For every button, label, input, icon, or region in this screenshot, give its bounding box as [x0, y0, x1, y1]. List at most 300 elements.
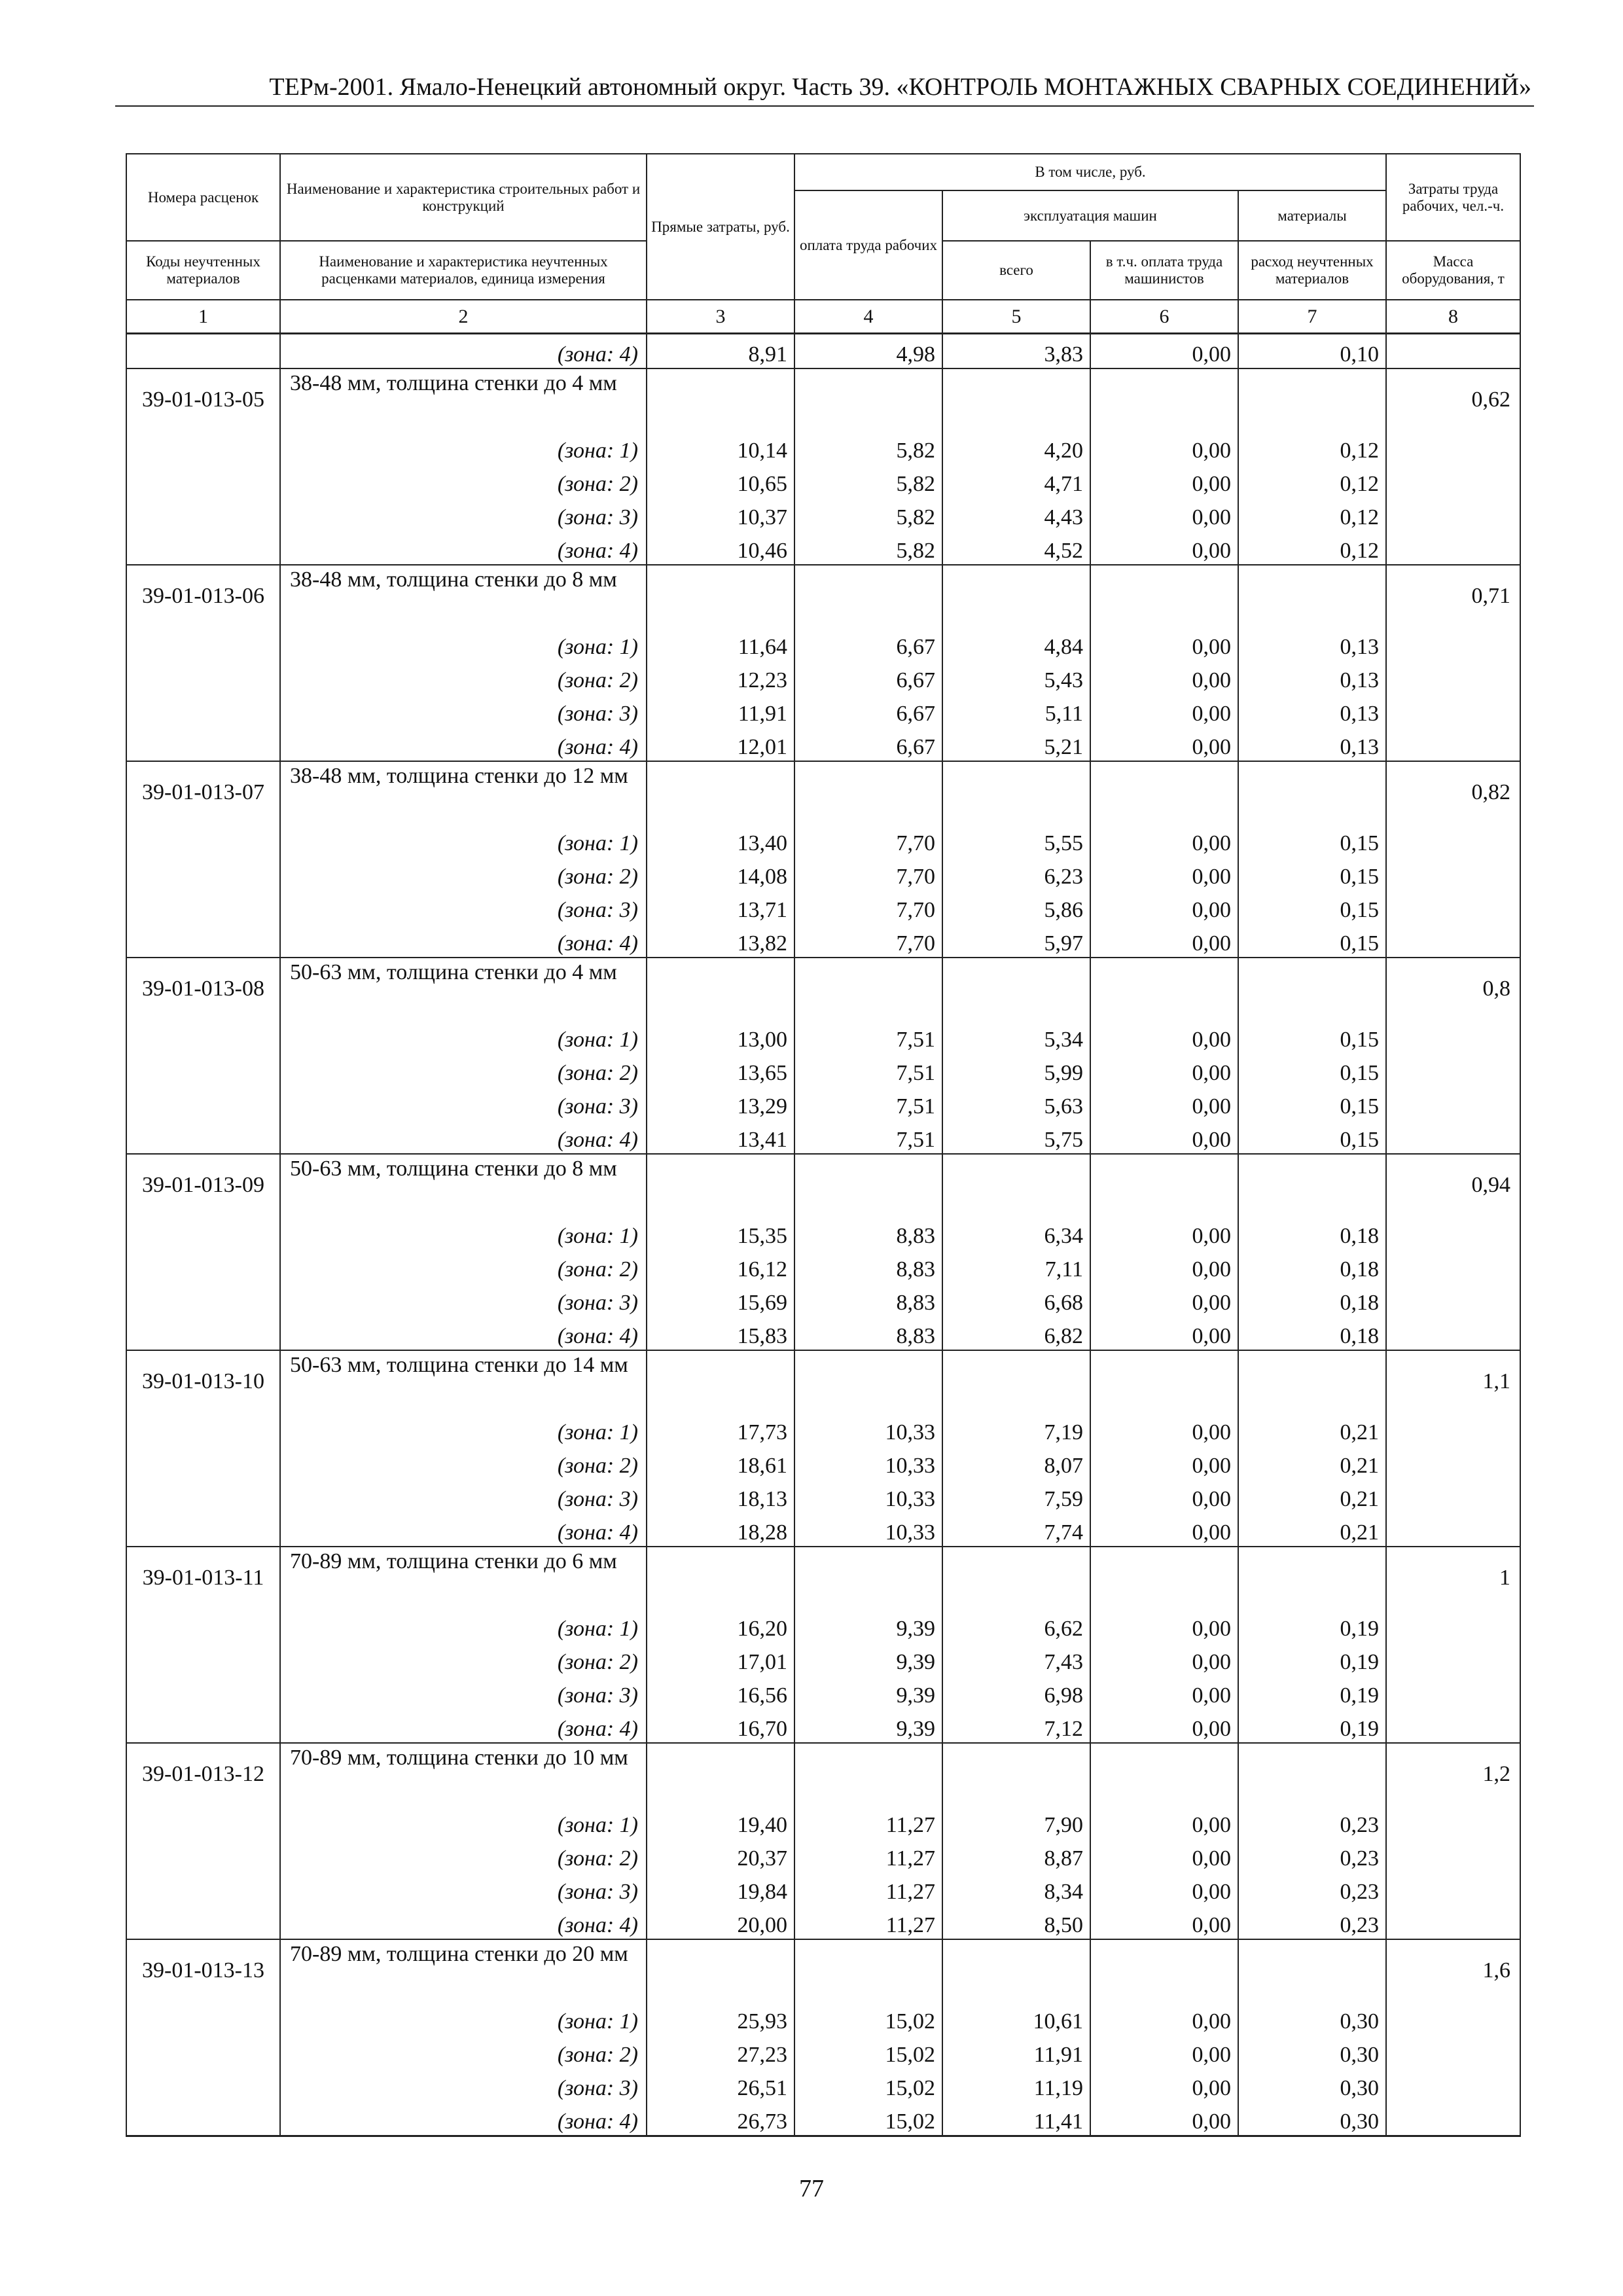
empty-cell	[647, 368, 794, 431]
machines-total-value: 7,90	[942, 1805, 1090, 1839]
zone-label: (зона: 3)	[280, 497, 647, 531]
empty-cell	[1090, 958, 1238, 1020]
zone-row	[126, 1086, 1520, 1120]
empty-cell	[942, 1939, 1090, 2001]
labor-pay-value: 9,39	[794, 1642, 942, 1676]
operators-pay-value: 0,00	[1090, 2102, 1238, 2136]
materials-value: 0,21	[1238, 1513, 1386, 1547]
labor-hours-cell	[1386, 2102, 1520, 2136]
operators-pay-value: 0,00	[1090, 1086, 1238, 1120]
machines-total-value: 11,19	[942, 2068, 1090, 2102]
column-number: 4	[794, 300, 942, 334]
labor-pay-value: 11,27	[794, 1805, 942, 1839]
empty-cell	[794, 1743, 942, 1805]
rate-code: 39-01-013-05	[126, 368, 280, 431]
operators-pay-value: 0,00	[1090, 1446, 1238, 1479]
code-cell	[126, 1412, 280, 1446]
direct-costs-value: 15,35	[647, 1216, 794, 1249]
operators-pay-value: 0,00	[1090, 464, 1238, 497]
operators-pay-value: 0,00	[1090, 890, 1238, 924]
code-cell	[126, 497, 280, 531]
labor-pay-value: 8,83	[794, 1283, 942, 1316]
labor-hours-cell	[1386, 694, 1520, 727]
zone-row	[126, 1020, 1520, 1053]
running-header: ТЕРм-2001. Ямало-Ненецкий автономный округ. Часть 39. «КОНТРОЛЬ МОНТАЖНЫХ СВАРНЫХ СОЕДИНЕНИЙ»	[269, 73, 1531, 101]
empty-cell	[794, 1547, 942, 1609]
zone-row	[126, 1446, 1520, 1479]
operators-pay-value: 0,00	[1090, 2001, 1238, 2035]
labor-hours-value: 0,82	[1386, 761, 1520, 823]
direct-costs-value: 13,41	[647, 1120, 794, 1154]
table-row	[126, 334, 1520, 369]
labor-pay-value: 7,70	[794, 857, 942, 890]
zone-row	[126, 1120, 1520, 1154]
labor-pay-value: 5,82	[794, 497, 942, 531]
direct-costs-value: 18,13	[647, 1479, 794, 1513]
empty-cell	[1090, 1939, 1238, 2001]
machines-total-value: 11,91	[942, 2035, 1090, 2068]
code-cell	[126, 334, 280, 369]
labor-hours-value: 0,71	[1386, 565, 1520, 627]
labor-hours-cell	[1386, 627, 1520, 660]
labor-pay-value: 15,02	[794, 2001, 942, 2035]
rate-code: 39-01-013-10	[126, 1350, 280, 1412]
labor-hours-cell	[1386, 431, 1520, 464]
labor-pay-value: 9,39	[794, 1609, 942, 1642]
materials-value: 0,15	[1238, 1020, 1386, 1053]
materials-value: 0,23	[1238, 1872, 1386, 1905]
labor-hours-cell	[1386, 464, 1520, 497]
materials-value: 0,21	[1238, 1412, 1386, 1446]
labor-pay-value: 7,70	[794, 823, 942, 857]
materials-value: 0,23	[1238, 1905, 1386, 1939]
empty-cell	[942, 958, 1090, 1020]
labor-hours-cell	[1386, 1709, 1520, 1743]
labor-hours-cell	[1386, 1053, 1520, 1086]
labor-pay-value: 8,83	[794, 1316, 942, 1350]
code-cell	[126, 857, 280, 890]
labor-hours-cell	[1386, 857, 1520, 890]
rate-code: 39-01-013-07	[126, 761, 280, 823]
materials-value: 0,12	[1238, 531, 1386, 565]
labor-pay-value: 7,70	[794, 890, 942, 924]
rate-description: 70-89 мм, толщина стенки до 10 мм	[280, 1743, 647, 1805]
operators-pay-value: 0,00	[1090, 727, 1238, 761]
rate-title-row	[126, 761, 1520, 823]
zone-row	[126, 464, 1520, 497]
empty-cell	[1238, 1154, 1386, 1216]
labor-hours-value: 1,2	[1386, 1743, 1520, 1805]
materials-value: 0,13	[1238, 660, 1386, 694]
labor-hours-cell	[1386, 1513, 1520, 1547]
empty-cell	[1238, 958, 1386, 1020]
materials-value: 0,13	[1238, 627, 1386, 660]
empty-cell	[1090, 1547, 1238, 1609]
code-cell	[126, 464, 280, 497]
labor-pay-value: 11,27	[794, 1905, 942, 1939]
code-cell	[126, 660, 280, 694]
table-body	[126, 334, 1520, 2136]
code-cell	[126, 1709, 280, 1743]
labor-pay-value: 6,67	[794, 694, 942, 727]
operators-pay-value: 0,00	[1090, 1513, 1238, 1547]
rate-code: 39-01-013-11	[126, 1547, 280, 1609]
column-number: 7	[1238, 300, 1386, 334]
zone-label: (зона: 4)	[280, 1513, 647, 1547]
zone-row	[126, 627, 1520, 660]
machines-total-value: 7,11	[942, 1249, 1090, 1283]
rate-title-row	[126, 958, 1520, 1020]
zone-row	[126, 1642, 1520, 1676]
code-cell	[126, 531, 280, 565]
empty-cell	[794, 958, 942, 1020]
rate-description: 50-63 мм, толщина стенки до 8 мм	[280, 1154, 647, 1216]
empty-cell	[1238, 368, 1386, 431]
zone-label: (зона: 4)	[280, 334, 647, 369]
machines-total-value: 6,98	[942, 1676, 1090, 1709]
labor-pay-value: 9,39	[794, 1676, 942, 1709]
column-number: 3	[647, 300, 794, 334]
zone-row	[126, 1609, 1520, 1642]
rate-title-row	[126, 1154, 1520, 1216]
machines-total-value: 5,43	[942, 660, 1090, 694]
code-cell	[126, 1676, 280, 1709]
rate-title-row	[126, 1743, 1520, 1805]
labor-pay-value: 15,02	[794, 2102, 942, 2136]
zone-label: (зона: 2)	[280, 1053, 647, 1086]
machines-total-value: 7,12	[942, 1709, 1090, 1743]
code-cell	[126, 2001, 280, 2035]
column-number: 2	[280, 300, 647, 334]
header-material-consumption: расход неучтенных материалов	[1238, 241, 1386, 300]
labor-pay-value: 15,02	[794, 2035, 942, 2068]
labor-pay-value: 7,70	[794, 924, 942, 958]
zone-row	[126, 2035, 1520, 2068]
direct-costs-value: 27,23	[647, 2035, 794, 2068]
rate-description: 70-89 мм, толщина стенки до 6 мм	[280, 1547, 647, 1609]
machines-total-value: 6,23	[942, 857, 1090, 890]
machines-total-value: 4,20	[942, 431, 1090, 464]
operators-pay-value: 0,00	[1090, 1216, 1238, 1249]
header-materials: материалы	[1238, 190, 1386, 241]
direct-costs-value: 10,37	[647, 497, 794, 531]
direct-costs-value: 13,71	[647, 890, 794, 924]
header-operators-pay: в т.ч. оплата труда машинистов	[1090, 241, 1238, 300]
machines-total-value: 8,07	[942, 1446, 1090, 1479]
column-number: 8	[1386, 300, 1520, 334]
direct-costs-value: 13,82	[647, 924, 794, 958]
operators-pay-value: 0,00	[1090, 1609, 1238, 1642]
empty-cell	[1238, 565, 1386, 627]
labor-pay-value: 8,83	[794, 1216, 942, 1249]
empty-cell	[1090, 1743, 1238, 1805]
labor-hours-cell	[1386, 2068, 1520, 2102]
zone-label: (зона: 3)	[280, 694, 647, 727]
empty-cell	[1238, 1350, 1386, 1412]
materials-value: 0,30	[1238, 2102, 1386, 2136]
direct-costs-value: 13,40	[647, 823, 794, 857]
empty-cell	[794, 368, 942, 431]
direct-costs-value: 16,20	[647, 1609, 794, 1642]
operators-pay-value: 0,00	[1090, 823, 1238, 857]
direct-costs-value: 16,12	[647, 1249, 794, 1283]
labor-hours-value: 0,94	[1386, 1154, 1520, 1216]
labor-pay-value: 11,27	[794, 1872, 942, 1905]
operators-pay-value: 0,00	[1090, 694, 1238, 727]
machines-total-value: 5,34	[942, 1020, 1090, 1053]
code-cell	[126, 627, 280, 660]
zone-row	[126, 1316, 1520, 1350]
materials-value: 0,15	[1238, 1053, 1386, 1086]
direct-costs-value: 16,70	[647, 1709, 794, 1743]
zone-label: (зона: 3)	[280, 1479, 647, 1513]
column-number: 5	[942, 300, 1090, 334]
code-cell	[126, 1249, 280, 1283]
labor-hours-cell	[1386, 1412, 1520, 1446]
zone-row	[126, 1839, 1520, 1872]
zone-row	[126, 2068, 1520, 2102]
machines-total-value: 11,41	[942, 2102, 1090, 2136]
operators-pay-value: 0,00	[1090, 660, 1238, 694]
zone-row	[126, 857, 1520, 890]
zone-label: (зона: 2)	[280, 464, 647, 497]
zone-label: (зона: 3)	[280, 890, 647, 924]
machines-total-value: 5,63	[942, 1086, 1090, 1120]
zone-row	[126, 1216, 1520, 1249]
operators-pay-value: 0,00	[1090, 1676, 1238, 1709]
materials-value: 0,12	[1238, 497, 1386, 531]
materials-value: 0,15	[1238, 924, 1386, 958]
zone-label: (зона: 3)	[280, 1086, 647, 1120]
zone-label: (зона: 2)	[280, 1839, 647, 1872]
zone-label: (зона: 2)	[280, 1446, 647, 1479]
zone-row	[126, 1249, 1520, 1283]
rate-title-row	[126, 368, 1520, 431]
page-number: 77	[799, 2175, 824, 2202]
machines-total-value: 5,75	[942, 1120, 1090, 1154]
labor-hours-cell	[1386, 823, 1520, 857]
operators-pay-value: 0,00	[1090, 1120, 1238, 1154]
labor-pay-value: 8,83	[794, 1249, 942, 1283]
machines-total-value: 5,55	[942, 823, 1090, 857]
zone-label: (зона: 1)	[280, 627, 647, 660]
materials-value: 0,30	[1238, 2035, 1386, 2068]
operators-pay-value: 0,00	[1090, 1709, 1238, 1743]
direct-costs-value: 18,28	[647, 1513, 794, 1547]
labor-hours-value: 0,62	[1386, 368, 1520, 431]
zone-row	[126, 497, 1520, 531]
zone-label: (зона: 2)	[280, 660, 647, 694]
direct-costs-value: 8,91	[647, 334, 794, 369]
labor-pay-value: 4,98	[794, 334, 942, 369]
empty-cell	[1090, 565, 1238, 627]
direct-costs-value: 20,00	[647, 1905, 794, 1939]
zone-label: (зона: 2)	[280, 1249, 647, 1283]
rate-code: 39-01-013-12	[126, 1743, 280, 1805]
zone-label: (зона: 1)	[280, 431, 647, 464]
header-material-codes: Коды неучтенных материалов	[126, 241, 280, 300]
zone-label: (зона: 1)	[280, 1020, 647, 1053]
zone-label: (зона: 4)	[280, 2102, 647, 2136]
labor-hours-value: 1,6	[1386, 1939, 1520, 2001]
zone-label: (зона: 4)	[280, 531, 647, 565]
code-cell	[126, 727, 280, 761]
operators-pay-value: 0,00	[1090, 1316, 1238, 1350]
labor-pay-value: 9,39	[794, 1709, 942, 1743]
direct-costs-value: 18,61	[647, 1446, 794, 1479]
labor-hours-cell	[1386, 1020, 1520, 1053]
operators-pay-value: 0,00	[1090, 2068, 1238, 2102]
labor-pay-value: 11,27	[794, 1839, 942, 1872]
operators-pay-value: 0,00	[1090, 1805, 1238, 1839]
direct-costs-value: 19,84	[647, 1872, 794, 1905]
machines-total-value: 6,68	[942, 1283, 1090, 1316]
labor-pay-value: 5,82	[794, 531, 942, 565]
empty-cell	[647, 565, 794, 627]
zone-row	[126, 660, 1520, 694]
header-equipment-mass: Масса оборудования, т	[1386, 241, 1520, 300]
labor-pay-value: 7,51	[794, 1086, 942, 1120]
empty-cell	[1238, 761, 1386, 823]
labor-pay-value: 10,33	[794, 1446, 942, 1479]
direct-costs-value: 10,14	[647, 431, 794, 464]
rate-title-row	[126, 1939, 1520, 2001]
direct-costs-value: 14,08	[647, 857, 794, 890]
machines-total-value: 6,34	[942, 1216, 1090, 1249]
column-number: 6	[1090, 300, 1238, 334]
header-rate-numbers: Номера расценок	[126, 154, 280, 241]
materials-value: 0,15	[1238, 890, 1386, 924]
rate-description: 38-48 мм, толщина стенки до 8 мм	[280, 565, 647, 627]
operators-pay-value: 0,00	[1090, 1905, 1238, 1939]
materials-value: 0,15	[1238, 823, 1386, 857]
header-including: В том числе, руб.	[794, 154, 1386, 190]
labor-pay-value: 5,82	[794, 464, 942, 497]
machines-total-value: 8,87	[942, 1839, 1090, 1872]
zone-label: (зона: 3)	[280, 2068, 647, 2102]
empty-cell	[647, 1350, 794, 1412]
code-cell	[126, 1053, 280, 1086]
empty-cell	[1090, 1154, 1238, 1216]
rates-table	[126, 153, 1521, 2137]
zone-row	[126, 823, 1520, 857]
rate-title-row	[126, 1350, 1520, 1412]
empty-cell	[794, 1939, 942, 2001]
machines-total-value: 8,34	[942, 1872, 1090, 1905]
direct-costs-value: 12,01	[647, 727, 794, 761]
labor-hours-cell	[1386, 1086, 1520, 1120]
labor-hours-cell	[1386, 1905, 1520, 1939]
empty-cell	[647, 958, 794, 1020]
materials-value: 0,23	[1238, 1839, 1386, 1872]
labor-hours-cell	[1386, 1839, 1520, 1872]
zone-row	[126, 1805, 1520, 1839]
machines-total-value: 6,62	[942, 1609, 1090, 1642]
materials-value: 0,15	[1238, 1120, 1386, 1154]
operators-pay-value: 0,00	[1090, 334, 1238, 369]
empty-cell	[942, 1547, 1090, 1609]
empty-cell	[942, 1154, 1090, 1216]
code-cell	[126, 2035, 280, 2068]
materials-value: 0,23	[1238, 1805, 1386, 1839]
machines-total-value: 8,50	[942, 1905, 1090, 1939]
operators-pay-value: 0,00	[1090, 2035, 1238, 2068]
zone-row	[126, 1479, 1520, 1513]
code-cell	[126, 1872, 280, 1905]
machines-total-value: 5,99	[942, 1053, 1090, 1086]
zone-row	[126, 1676, 1520, 1709]
labor-pay-value: 6,67	[794, 727, 942, 761]
operators-pay-value: 0,00	[1090, 1249, 1238, 1283]
rate-code: 39-01-013-06	[126, 565, 280, 627]
labor-pay-value: 7,51	[794, 1053, 942, 1086]
code-cell	[126, 1513, 280, 1547]
operators-pay-value: 0,00	[1090, 1872, 1238, 1905]
header-labor-hours: Затраты труда рабочих, чел.-ч.	[1386, 154, 1520, 241]
materials-value: 0,21	[1238, 1479, 1386, 1513]
labor-hours-cell	[1386, 727, 1520, 761]
zone-row	[126, 1905, 1520, 1939]
zone-label: (зона: 2)	[280, 857, 647, 890]
materials-value: 0,18	[1238, 1249, 1386, 1283]
machines-total-value: 3,83	[942, 334, 1090, 369]
zone-label: (зона: 3)	[280, 1676, 647, 1709]
header-direct-costs: Прямые затраты, руб.	[647, 154, 794, 300]
empty-cell	[942, 368, 1090, 431]
materials-value: 0,15	[1238, 857, 1386, 890]
rate-description: 50-63 мм, толщина стенки до 14 мм	[280, 1350, 647, 1412]
zone-row	[126, 1872, 1520, 1905]
code-cell	[126, 1086, 280, 1120]
materials-value: 0,12	[1238, 431, 1386, 464]
materials-value: 0,10	[1238, 334, 1386, 369]
operators-pay-value: 0,00	[1090, 431, 1238, 464]
direct-costs-value: 19,40	[647, 1805, 794, 1839]
direct-costs-value: 13,00	[647, 1020, 794, 1053]
labor-hours-cell	[1386, 531, 1520, 565]
empty-cell	[1238, 1939, 1386, 2001]
zone-row	[126, 531, 1520, 565]
labor-hours-cell	[1386, 1120, 1520, 1154]
zone-row	[126, 2001, 1520, 2035]
rate-code: 39-01-013-09	[126, 1154, 280, 1216]
code-cell	[126, 694, 280, 727]
zone-row	[126, 1709, 1520, 1743]
labor-hours-value: 1,1	[1386, 1350, 1520, 1412]
zone-row	[126, 727, 1520, 761]
empty-cell	[647, 1547, 794, 1609]
code-cell	[126, 1905, 280, 1939]
zone-label: (зона: 2)	[280, 1642, 647, 1676]
direct-costs-value: 13,65	[647, 1053, 794, 1086]
code-cell	[126, 1609, 280, 1642]
machines-total-value: 4,84	[942, 627, 1090, 660]
empty-cell	[1090, 368, 1238, 431]
operators-pay-value: 0,00	[1090, 1839, 1238, 1872]
empty-cell	[794, 565, 942, 627]
zone-label: (зона: 1)	[280, 1412, 647, 1446]
labor-hours-cell	[1386, 1805, 1520, 1839]
labor-pay-value: 10,33	[794, 1513, 942, 1547]
code-cell	[126, 1120, 280, 1154]
empty-cell	[942, 1350, 1090, 1412]
zone-row	[126, 1412, 1520, 1446]
machines-total-value: 4,52	[942, 531, 1090, 565]
labor-hours-cell	[1386, 1249, 1520, 1283]
code-cell	[126, 1216, 280, 1249]
labor-hours-value: 1	[1386, 1547, 1520, 1609]
labor-pay-value: 7,51	[794, 1020, 942, 1053]
